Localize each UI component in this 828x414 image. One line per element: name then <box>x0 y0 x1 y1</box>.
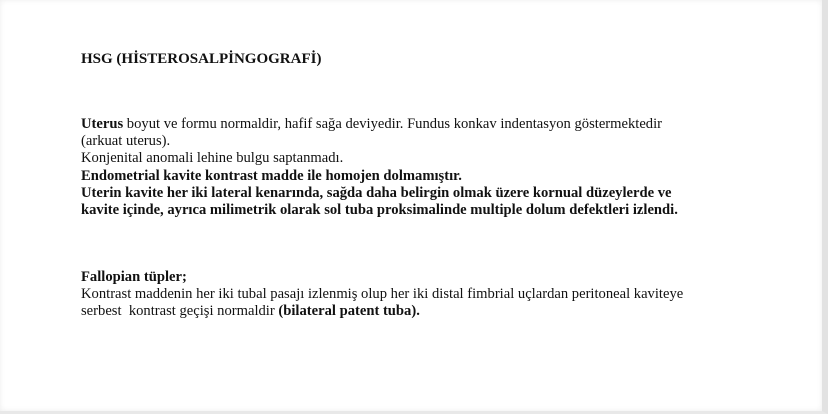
fallopian-line-1: Kontrast maddenin her iki tubal pasajı izlenmiş olup her iki distal fimbrial uçlardan peritoneal kaviteye <box>81 286 684 303</box>
uterus-line-3: Konjenital anomali lehine bulgu saptanmadı. <box>81 150 344 167</box>
report-title: HSG (HİSTEROSALPİNGOGRAFİ) <box>81 51 322 67</box>
uterus-section <box>81 116 781 219</box>
fallopian-heading: Fallopian tüpler; <box>81 269 187 285</box>
fallopian-section <box>81 269 781 321</box>
uterus-line-5: Uterin kavite her iki lateral kenarında, sağda daha belirgin olmak üzere kornual düzeylerde ve <box>81 184 672 201</box>
uterus-line-4: Endometrial kavite kontrast madde ile homojen dolmamıştır. <box>81 167 462 184</box>
uterus-line-1 <box>81 116 781 133</box>
uterus-line-6: kavite içinde, ayrıca milimetrik olarak sol tuba proksimalinde multiple dolum defektleri izlendi. <box>81 202 678 219</box>
fallopian-line-2 <box>81 303 781 320</box>
uterus-line-1-text: boyut ve formu normaldir, hafif sağa deviyedir. Fundus konkav indentasyon göstermektedir <box>123 116 663 132</box>
uterus-line-2: (arkuat uterus). <box>81 133 171 150</box>
fallopian-conclusion: (bilateral patent tuba). <box>278 303 420 320</box>
fallopian-line-2-text: serbest kontrast geçişi normaldir <box>81 303 279 320</box>
uterus-lead: Uterus <box>81 116 124 132</box>
